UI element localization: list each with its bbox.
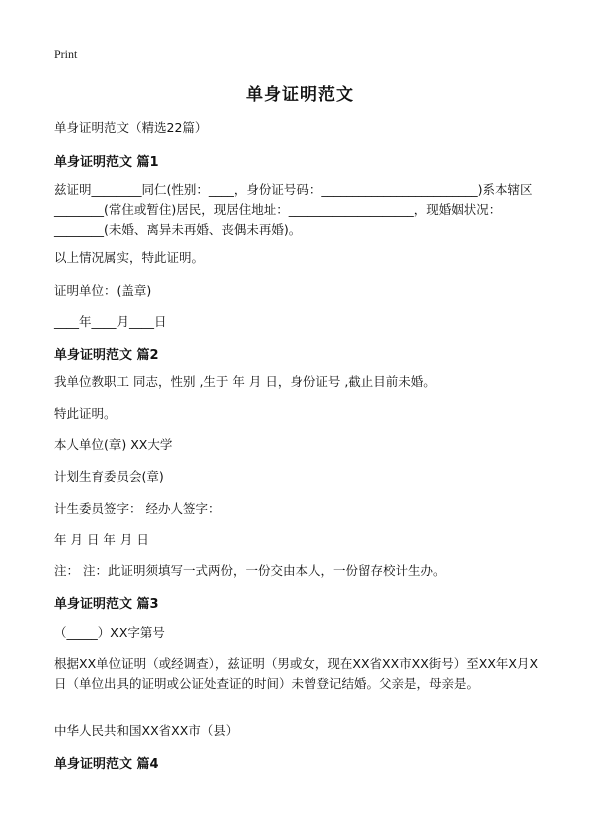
section-2-paragraph-2: 特此证明。 (54, 406, 117, 421)
section-2-paragraph-4: 计划生育委员会(章) (54, 469, 164, 484)
section-2-paragraph-6: 年 月 日 年 月 日 (54, 532, 149, 547)
section-2-paragraph-5: 计生委员签字： 经办人签字： (54, 501, 221, 516)
section-3-paragraph-1: （_____）XX字第号 (54, 625, 165, 640)
section-2-paragraph-7: 注： 注：此证明须填写一式两份，一份交由本人，一份留存校计生办。 (54, 563, 446, 578)
section-2-paragraph-3: 本人单位(章) XX大学 (54, 437, 173, 452)
section-3-paragraph-2: 根据XX单位证明（或经调查），兹证明（男或女，现在XX省XX市XX街号）至XX年X月X日（单位出具的证明或公证处查证的时间）未曾登记结婚。父亲是，母亲是。 (54, 656, 539, 691)
section-heading-3: 单身证明范文 篇3 (54, 597, 159, 612)
section-heading-4: 单身证明范文 篇4 (54, 757, 159, 772)
section-3-paragraph-3: 中华人民共和国XX省XX市（县） (54, 723, 239, 738)
section-heading-2: 单身证明范文 篇2 (54, 348, 159, 363)
section-1-paragraph-3: 证明单位：(盖章) (54, 283, 152, 298)
section-2-paragraph-1: 我单位教职工 同志，性别 ,生于 年 月 日，身份证号 ,截止目前未婚。 (54, 374, 436, 389)
section-1-paragraph-2: 以上情况属实，特此证明。 (54, 250, 205, 265)
section-heading-1: 单身证明范文 篇1 (54, 155, 159, 170)
document-subtitle: 单身证明范文（精选22篇） (54, 120, 208, 135)
page-title: 单身证明范文 (246, 85, 354, 105)
section-1-paragraph-1: 兹证明________同仁(性别：____，身份证号码：_________________________)系本辖区________(常住或暂住)居民，现居住地址：____________________，现婚姻状况：________(未婚、离异未再婚、丧偶未再婚)。 (54, 182, 533, 237)
section-1-paragraph-4: ____年____月____日 (54, 314, 167, 329)
print-link[interactable]: Print (54, 47, 78, 61)
